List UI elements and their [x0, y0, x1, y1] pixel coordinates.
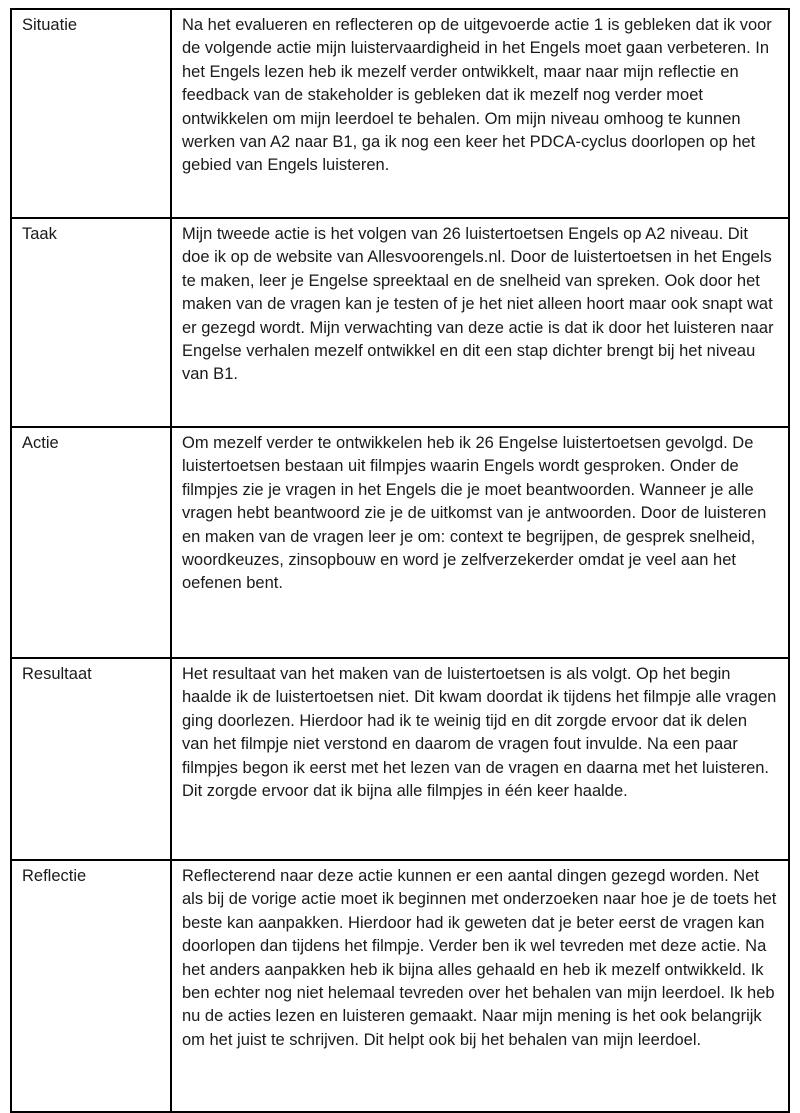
row-label-taak: Taak — [11, 218, 171, 427]
table-row-situatie — [11, 9, 789, 218]
table-row-taak — [11, 218, 789, 427]
row-label-resultaat: Resultaat — [11, 658, 171, 860]
table-row-reflectie — [11, 860, 789, 1112]
row-text-taak: Mijn tweede actie is het volgen van 26 luistertoetsen Engels op A2 niveau. Dit doe ik op de website van Allesvoorengels.nl. Door de luistertoetsen in het Engels te maken, leer je Engelse spreektaal en de snelheid van spreken. Ook door het maken van de vragen kan je testen of je het niet alleen hoort maar ook snapt wat er gezegd wordt. Mijn verwachting van deze actie is dat ik door het luisteren naar Engelse verhalen mezelf ontwikkel en dit een stap dichter brengt bij het niveau van B1. — [171, 218, 789, 427]
table-row-actie — [11, 427, 789, 658]
row-text-reflectie: Reflecterend naar deze actie kunnen er een aantal dingen gezegd worden. Net als bij de vorige actie moet ik beginnen met onderzoeken naar hoe je de toets het beste kan aanpakken. Hierdoor had ik geweten dat je beter eerst de vragen kan doorlopen dan tijdens het filmpje. Verder ben ik wel tevreden met deze actie. Na het anders aanpakken heb ik bijna alles gehaald en heb ik mezelf ontwikkeld. Ik ben echter nog niet helemaal tevreden over het behalen van mijn leerdoel. Ik heb nu de acties lezen en luisteren gemaakt. Naar mijn mening is het ook belangrijk om het juist te schrijven. Dit helpt ook bij het behalen van mijn leerdoel. — [171, 860, 789, 1112]
row-text-situatie: Na het evalueren en reflecteren op de uitgevoerde actie 1 is gebleken dat ik voor de volgende actie mijn luistervaardigheid in het Engels moet gaan verbeteren. In het Engels lezen heb ik mezelf verder ontwikkelt, maar naar mijn reflectie en feedback van de stakeholder is gebleken dat ik mezelf nog verder moet ontwikkelen om mijn leerdoel te behalen. Om mijn niveau omhoog te kunnen werken van A2 naar B1, ga ik nog een keer het PDCA-cyclus doorlopen op het gebied van Engels luisteren. — [171, 9, 789, 218]
row-text-resultaat: Het resultaat van het maken van de luistertoetsen is als volgt. Op het begin haalde ik de luistertoetsen niet. Dit kwam doordat ik tijdens het filmpje alle vragen ging doorlezen. Hierdoor had ik te weinig tijd en dit zorgde ervoor dat ik delen van het filmpje niet verstond en daarom de vragen fout invulde. Na een paar filmpjes begon ik eerst met het lezen van de vragen en daarna met het luisteren. Dit zorgde ervoor dat ik bijna alle filmpjes in één keer haalde. — [171, 658, 789, 860]
row-text-actie: Om mezelf verder te ontwikkelen heb ik 26 Engelse luistertoetsen gevolgd. De luistertoetsen bestaan uit filmpjes waarin Engels wordt gesproken. Onder de filmpjes zie je vragen in het Engels die je moet beantwoorden. Wanneer je alle vragen hebt beantwoord zie je de uitkomst van je antwoorden. Door de luisteren en maken van de vragen leer je om: context te begrijpen, de gesprek snelheid, woordkeuzes, zinsopbouw en word je zelfverzekerder omdat je veel aan het oefenen bent. — [171, 427, 789, 658]
starr-reflection-table — [10, 8, 790, 1113]
row-label-situatie: Situatie — [11, 9, 171, 218]
table-row-resultaat — [11, 658, 789, 860]
row-label-reflectie: Reflectie — [11, 860, 171, 1112]
row-label-actie: Actie — [11, 427, 171, 658]
